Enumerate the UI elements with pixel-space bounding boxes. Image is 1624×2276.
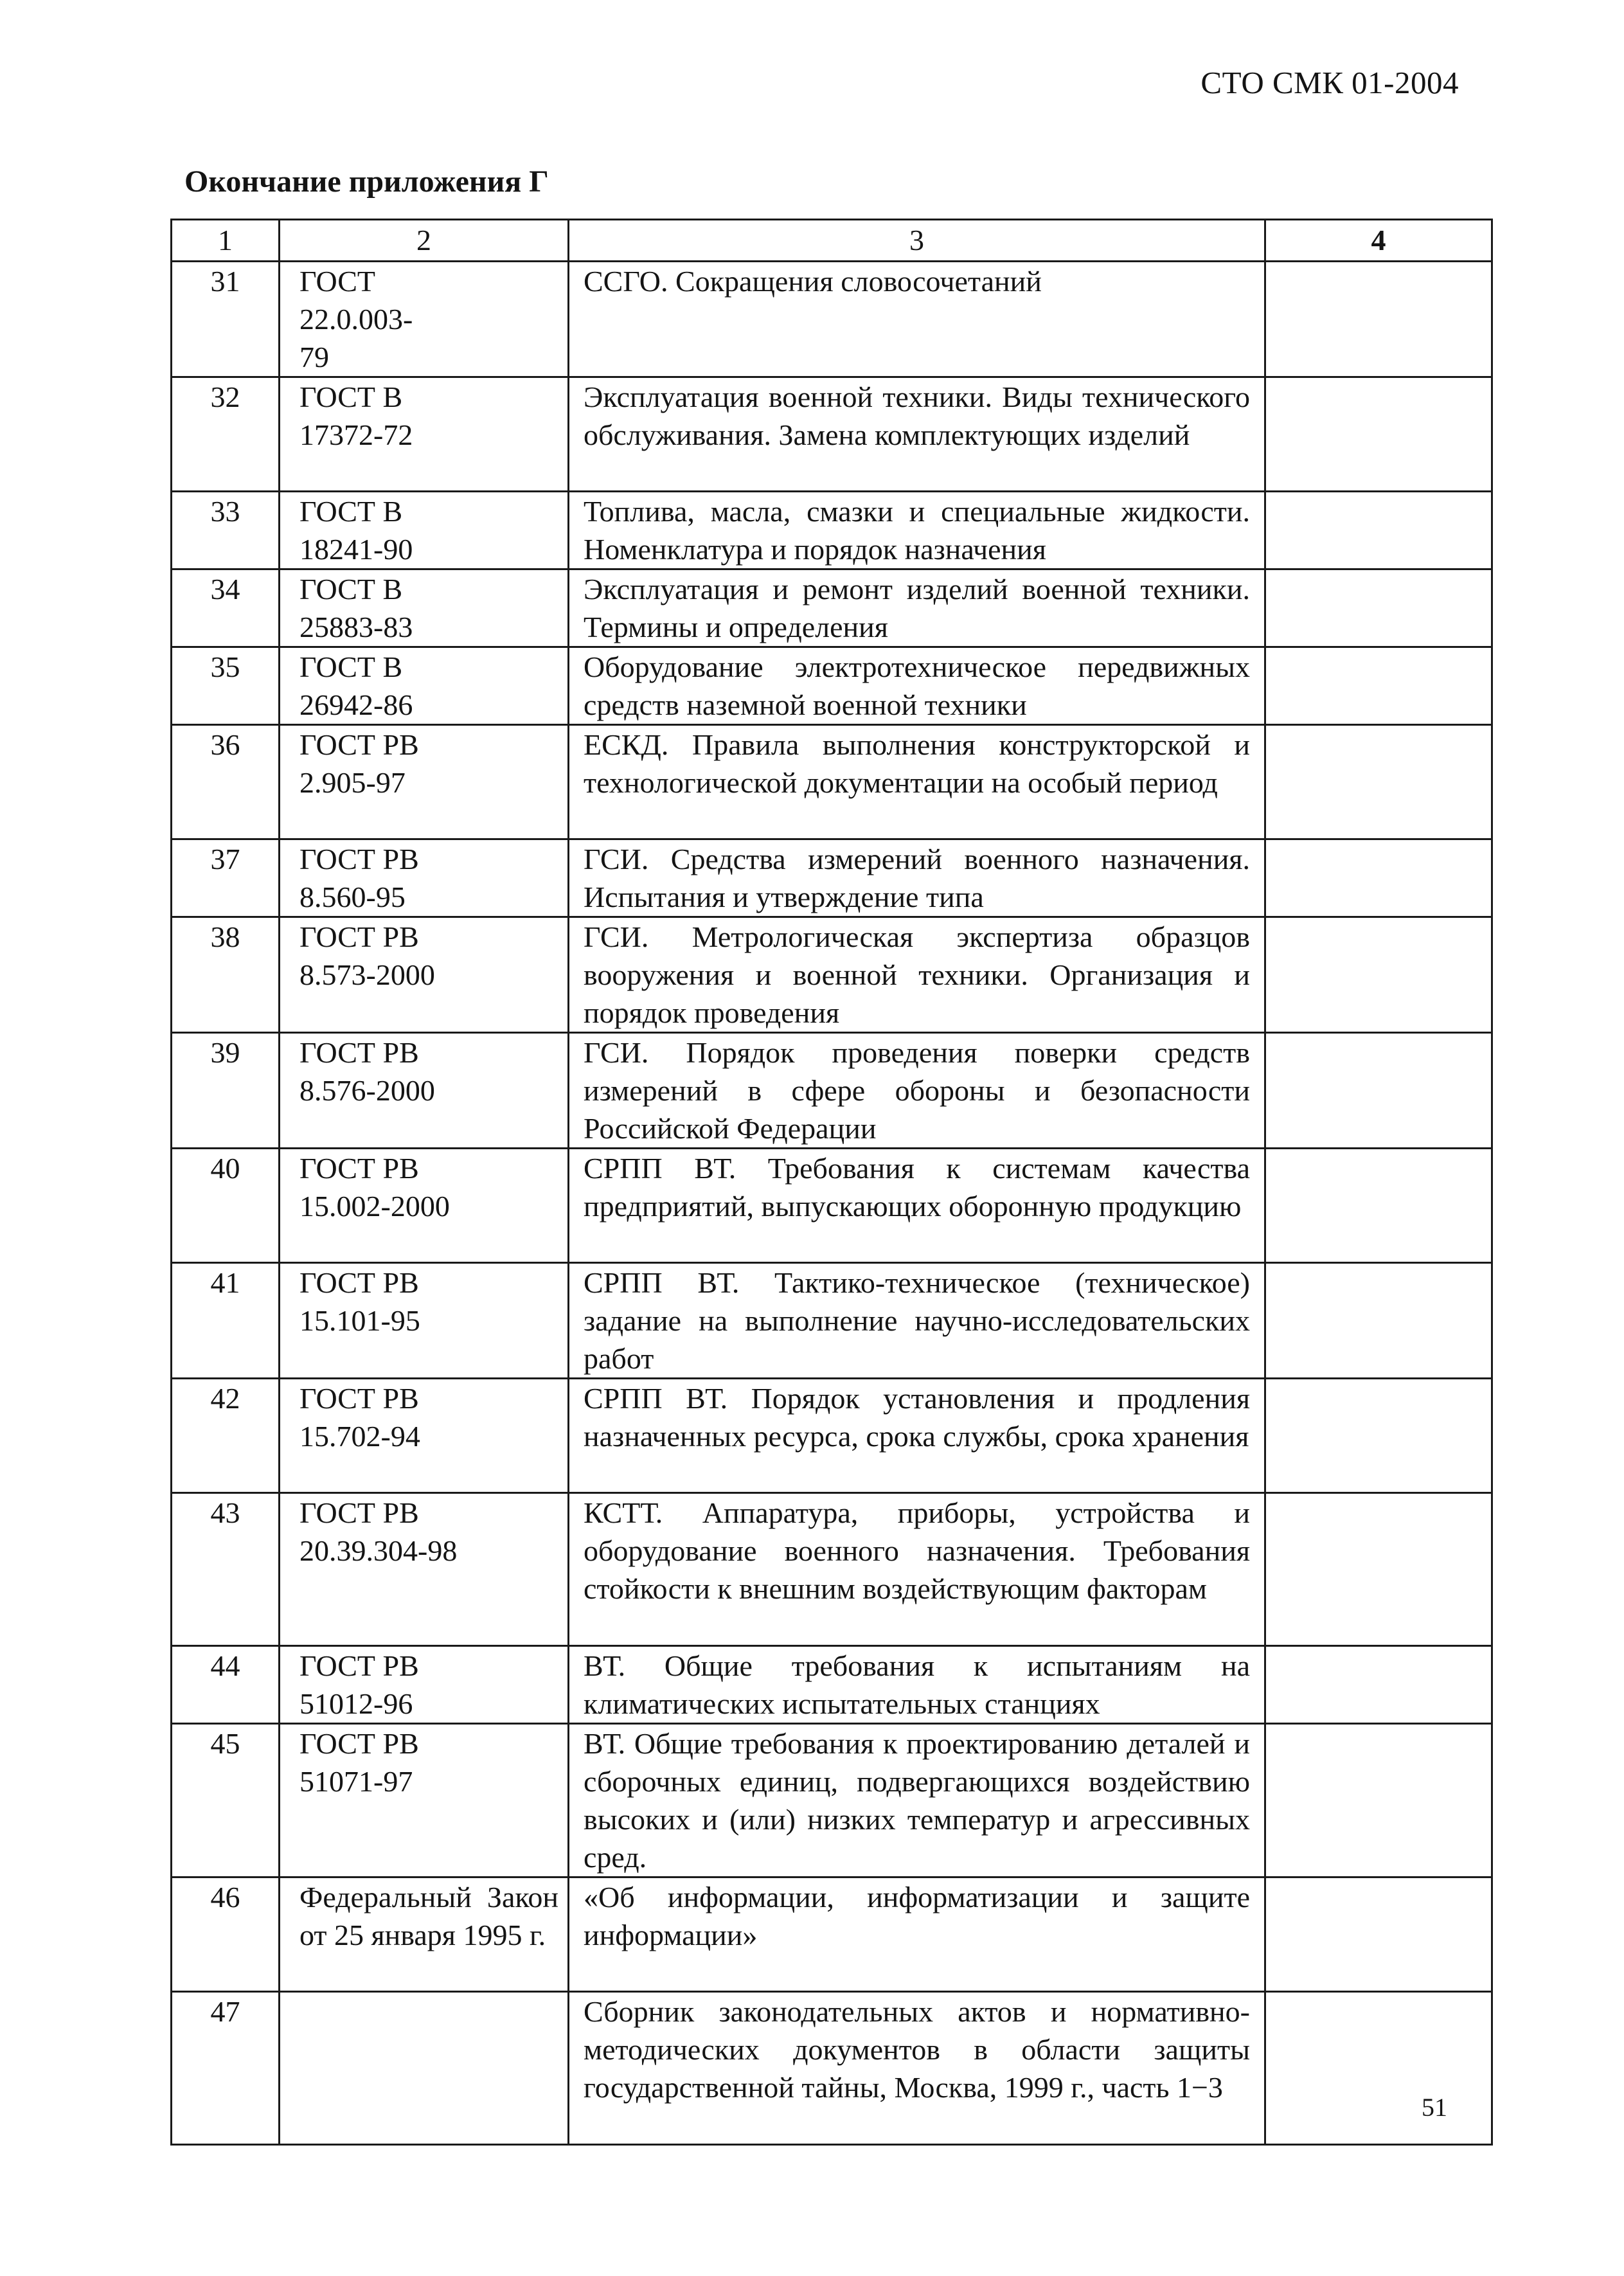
table-row: [172, 725, 1492, 839]
row-number: 47: [210, 1995, 240, 2028]
table-row: [172, 917, 1492, 1033]
document-designation: ГОСТ РВ 51012-96: [299, 1649, 419, 1720]
document-title: ГСИ. Средства измерений военного назначения. Испытания и утверждение типа: [584, 843, 1250, 913]
row-number: 37: [210, 843, 240, 875]
document-designation: ГОСТ РВ 8.573-2000: [299, 920, 435, 991]
document-title: КСТТ. Аппаратура, приборы, устройства и оборудование военного назначения. Требования стойкости к внешним воздействующим факторам: [584, 1496, 1250, 1605]
document-title: ССГО. Сокращения словосочетаний: [584, 265, 1042, 298]
table-row: [172, 839, 1492, 917]
table-row: [172, 1263, 1492, 1379]
document-title: СРПП ВТ. Порядок установления и продления назначенных ресурса, срока службы, срока хранения: [584, 1382, 1250, 1453]
appendix-table: [170, 219, 1493, 2146]
document-designation: ГОСТ РВ 2.905-97: [299, 728, 419, 799]
table-row: [172, 1379, 1492, 1493]
document-title: ВТ. Общие требования к проектированию деталей и сборочных единиц, подвергающихся воздействию высоких и (или) низких температур и агрессивных сред.: [584, 1727, 1250, 1874]
document-designation: ГОСТ РВ 15.101-95: [299, 1266, 420, 1337]
document-title: Сборник законодательных актов и нормативно-методических документов в области защиты государственной тайны, Москва, 1999 г., часть 1−3: [584, 1995, 1250, 2104]
table-row: [172, 1493, 1492, 1646]
document-designation: ГОСТ РВ 51071-97: [299, 1727, 419, 1798]
table-row: [172, 262, 1492, 377]
document-designation: ГОСТ РВ 8.560-95: [299, 843, 419, 913]
document-title: Топлива, масла, смазки и специальные жидкости. Номенклатура и порядок назначения: [584, 495, 1250, 566]
row-number: 43: [210, 1496, 240, 1529]
column-header-3: 3: [569, 220, 1265, 262]
document-designation: ГОСТ РВ 15.702-94: [299, 1382, 420, 1453]
row-number: 39: [210, 1036, 240, 1069]
table-row: [172, 1724, 1492, 1877]
row-number: 40: [210, 1152, 240, 1185]
row-number: 33: [210, 495, 240, 528]
table-row: [172, 569, 1492, 647]
row-number: 35: [210, 650, 240, 683]
document-title: Оборудование электротехническое передвижных средств наземной военной техники: [584, 650, 1250, 721]
table-caption: Окончание приложения Г: [184, 165, 549, 199]
row-number: 31: [210, 265, 240, 298]
table-row: [172, 1646, 1492, 1724]
document-designation: ГОСТ РВ 8.576-2000: [299, 1036, 435, 1107]
document-title: Эксплуатация и ремонт изделий военной техники. Термины и определения: [584, 573, 1250, 643]
row-number: 41: [210, 1266, 240, 1299]
row-number: 46: [210, 1881, 240, 1913]
column-header-2: 2: [280, 220, 569, 262]
row-number: 32: [210, 381, 240, 413]
table-row: [172, 647, 1492, 725]
document-title: СРПП ВТ. Тактико-техническое (техническое) задание на выполнение научно-исследовательских работ: [584, 1266, 1250, 1375]
document-designation: ГОСТ В 25883-83: [299, 573, 413, 643]
row-number: 44: [210, 1649, 240, 1682]
table-row: [172, 1149, 1492, 1263]
document-designation: ГОСТ РВ 20.39.304-98: [299, 1496, 458, 1567]
document-title: ГСИ. Порядок проведения поверки средств измерений в сфере обороны и безопасности Российской Федерации: [584, 1036, 1250, 1145]
table-row: [172, 1877, 1492, 1992]
column-header-1: 1: [172, 220, 280, 262]
table-row: [172, 492, 1492, 569]
document-title: ВТ. Общие требования к испытаниям на климатических испытательных станциях: [584, 1649, 1250, 1720]
document-code: СТО СМК 01-2004: [1200, 65, 1459, 100]
document-designation: Федеральный Закон от 25 января 1995 г.: [299, 1881, 558, 1951]
document-designation: ГОСТ РВ 15.002-2000: [299, 1152, 450, 1223]
document-designation: ГОСТ В 26942-86: [299, 650, 413, 721]
document-title: СРПП ВТ. Требования к системам качества предприятий, выпускающих оборонную продукцию: [584, 1152, 1250, 1223]
document-designation: ГОСТ 22.0.003-79: [299, 265, 413, 373]
table-header-row: [172, 220, 1492, 262]
document-title: Эксплуатация военной техники. Виды технического обслуживания. Замена комплектующих изделий: [584, 381, 1250, 451]
row-number: 42: [210, 1382, 240, 1415]
row-number: 38: [210, 920, 240, 953]
table-row: [172, 1033, 1492, 1149]
document-designation: ГОСТ В 17372-72: [299, 381, 413, 451]
table-row: [172, 377, 1492, 492]
document-title: ГСИ. Метрологическая экспертиза образцов вооружения и военной техники. Организация и порядок проведения: [584, 920, 1250, 1029]
page-number: 51: [1422, 2093, 1447, 2122]
document-designation: ГОСТ В 18241-90: [299, 495, 413, 566]
row-number: 45: [210, 1727, 240, 1760]
column-header-4: 4: [1265, 220, 1492, 262]
document-title: ЕСКД. Правила выполнения конструкторской и технологической документации на особый период: [584, 728, 1250, 799]
row-number: 34: [210, 573, 240, 605]
row-number: 36: [210, 728, 240, 761]
document-title: «Об информации, информатизации и защите информации»: [584, 1881, 1250, 1951]
table-row: [172, 1992, 1492, 2145]
